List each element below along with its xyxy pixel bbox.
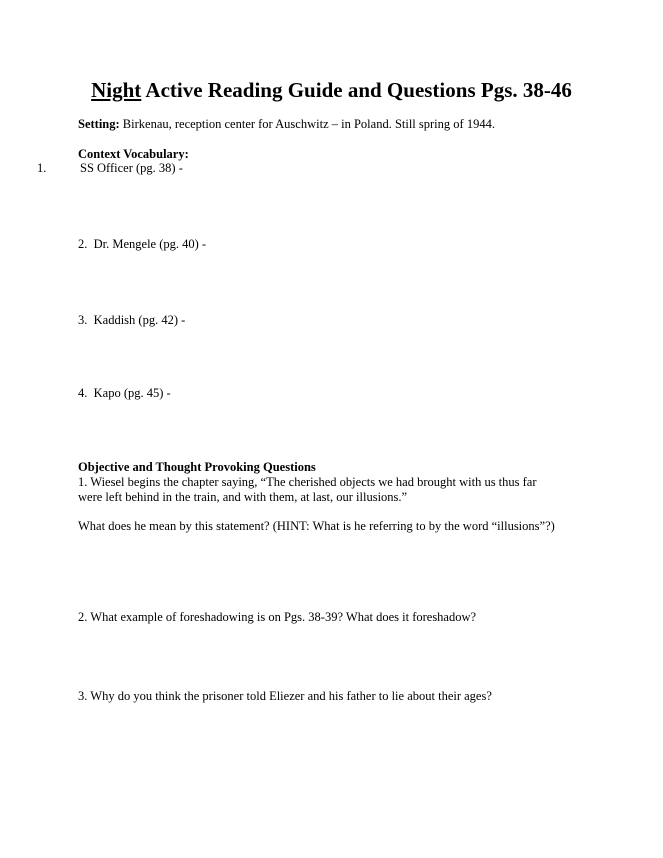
question-2: 2. What example of foreshadowing is on Pgs. 38-39? What does it foreshadow? (78, 610, 477, 624)
question-1-prompt: What does he mean by this statement? (HINT: What is he referring to by the word “illusions”?) (78, 519, 555, 533)
vocab-item-number: 2. (78, 237, 88, 251)
title-book-name: Night (91, 78, 142, 102)
setting-line (78, 117, 495, 132)
vocab-item-number: 4. (78, 386, 88, 400)
vocab-item-text: Kapo (pg. 45) - (93, 386, 171, 400)
setting-label: Setting: (78, 117, 120, 131)
title-rest: Active Reading Guide and Questions Pgs. 38-46 (141, 78, 572, 102)
vocab-item-dr-mengele (78, 237, 206, 252)
question-3: 3. Why do you think the prisoner told Eliezer and his father to lie about their ages? (78, 689, 492, 703)
question-1-line-2: were left behind in the train, and with them, at last, our illusions.” (78, 490, 408, 504)
question-1-line-1: 1. Wiesel begins the chapter saying, “The cherished objects we had brought with us thus far (78, 475, 537, 489)
vocab-item-number: 1. (37, 161, 47, 175)
questions-heading: Objective and Thought Provoking Questions (78, 460, 316, 474)
page-title (0, 77, 663, 103)
vocabulary-heading: Context Vocabulary: (78, 147, 189, 161)
setting-text: Birkenau, reception center for Auschwitz – in Poland. Still spring of 1944. (119, 117, 495, 131)
vocab-item-number: 3. (78, 313, 88, 327)
vocab-item-kapo (78, 386, 171, 401)
vocab-item-text: Dr. Mengele (pg. 40) - (93, 237, 207, 251)
vocab-item-text: Kaddish (pg. 42) - (93, 313, 186, 327)
vocab-item-kaddish (78, 313, 185, 328)
vocab-item-ss-officer: SS Officer (pg. 38) - (80, 161, 183, 175)
